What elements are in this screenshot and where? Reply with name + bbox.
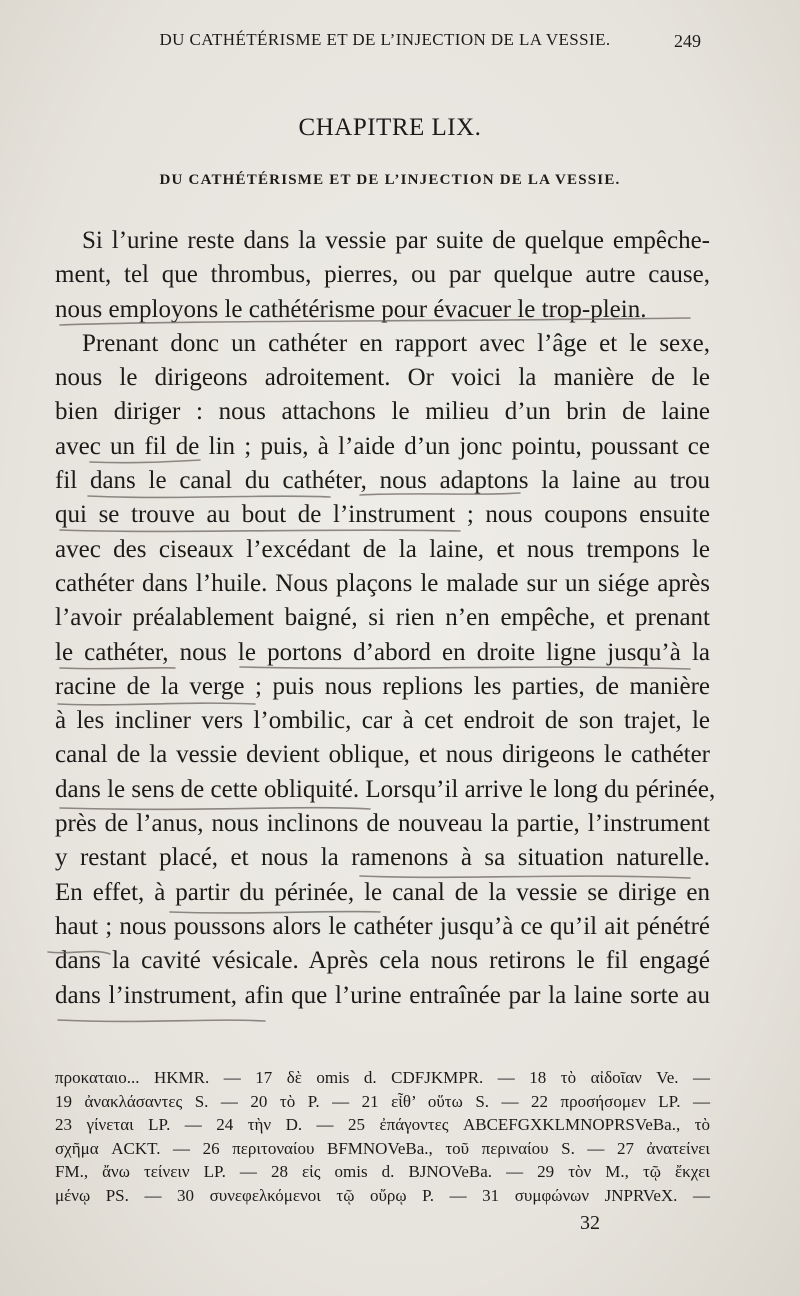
text-line: qui se trouve au bout de l’instrument ; nous coupons ensuite xyxy=(55,501,710,529)
text-line: Prenant donc un cathéter en rapport avec l’âge et le sexe, xyxy=(82,329,710,357)
text-line: canal de la vessie devient oblique, et nous dirigeons le cathéter xyxy=(55,741,710,769)
text-line: Si l’urine reste dans la vessie par suite de quelque empêche- xyxy=(82,227,710,254)
text-line: cathéter dans l’huile. Nous plaçons le malade sur un siége après xyxy=(55,569,710,597)
page-number: 249 xyxy=(674,31,701,51)
text-line: le cathéter, nous le portons d’abord en droite ligne jusqu’à la xyxy=(55,638,710,666)
text-line: près de l’anus, nous inclinons de nouveau la partie, l’instrument xyxy=(55,810,710,838)
signature-mark: 32 xyxy=(580,1212,600,1234)
body-text xyxy=(55,224,716,1013)
text-line: bien diriger : nous attachons le milieu d’un brin de laine xyxy=(55,398,710,426)
footnotes xyxy=(55,1066,710,1207)
footnote-line: προκαταιο... HKMR. — 17 δὲ omis d. CDFJKMPR. — 18 τὸ αἰδοῖαν Ve. — xyxy=(55,1068,710,1087)
footnote-line: 19 ἀνακλάσαντες S. — 20 τὸ P. — 21 εἶθ’ οὕτω S. — 22 προσήσομεν LP. — xyxy=(55,1091,710,1111)
text-line: haut ; nous poussons alors le cathéter jusqu’à ce qu’il ait pénétré xyxy=(55,912,710,940)
text-line: dans l’instrument, afin que l’urine entraînée par la laine sorte au xyxy=(55,981,710,1009)
pencil-mark xyxy=(58,1020,265,1021)
footnote-line: FM., ἄνω τείνειν LP. — 28 εἰς omis d. BJNOVeBa. — 29 τὸν M., τῷ ἔκχει xyxy=(55,1162,710,1181)
text-line: y restant placé, et nous la ramenons à sa situation naturelle. xyxy=(55,844,710,872)
text-line: dans la cavité vésicale. Après cela nous retirons le fil engagé xyxy=(55,947,710,975)
text-line: à les incliner vers l’ombilic, car à cet endroit de son trajet, le xyxy=(55,707,710,735)
text-line: nous employons le cathétérisme pour évacuer le trop-plein. xyxy=(55,295,647,323)
text-line: dans le sens de cette obliquité. Lorsqu’il arrive le long du périnée, xyxy=(55,775,716,803)
running-head: DU CATHÉTÉRISME ET DE L’INJECTION DE LA VESSIE. xyxy=(159,30,611,49)
text-line: nous le dirigeons adroitement. Or voici la manière de le xyxy=(55,364,710,392)
chapter-subtitle: DU CATHÉTÉRISME ET DE L’INJECTION DE LA VESSIE. xyxy=(159,172,621,188)
text-line: En effet, à partir du périnée, le canal de la vessie se dirige en xyxy=(55,878,710,906)
text-line: l’avoir préalablement baigné, si rien n’en empêche, et prenant xyxy=(55,604,710,632)
footnote-line: μένῳ PS. — 30 συνεφελκόμενοι τῷ οὔρῳ P. — 31 συμφώνων JNPRVeX. — xyxy=(55,1185,710,1205)
text-line: avec des ciseaux l’excédant de la laine, et nous trempons le xyxy=(55,535,710,563)
text-line: ment, tel que thrombus, pierres, ou par quelque autre cause, xyxy=(55,261,710,289)
chapter-title: CHAPITRE LIX. xyxy=(298,114,482,141)
text-line: fil dans le canal du cathéter, nous adaptons la laine au trou xyxy=(55,467,710,495)
text-line: avec un fil de lin ; puis, à l’aide d’un jonc pointu, poussant ce xyxy=(55,432,710,460)
footnote-line: σχῆμα ACKT. — 26 περιτοναίου BFMNOVeBa., τοῦ περιναίου S. — 27 ἀνατείνει xyxy=(55,1138,710,1158)
footnote-line: 23 γίνεται LP. — 24 τὴν D. — 25 ἐπάγοντες ABCEFGXKLMNOPRSVeBa., τὸ xyxy=(55,1115,710,1134)
text-line: racine de la verge ; puis nous replions les parties, de manière xyxy=(55,672,710,700)
